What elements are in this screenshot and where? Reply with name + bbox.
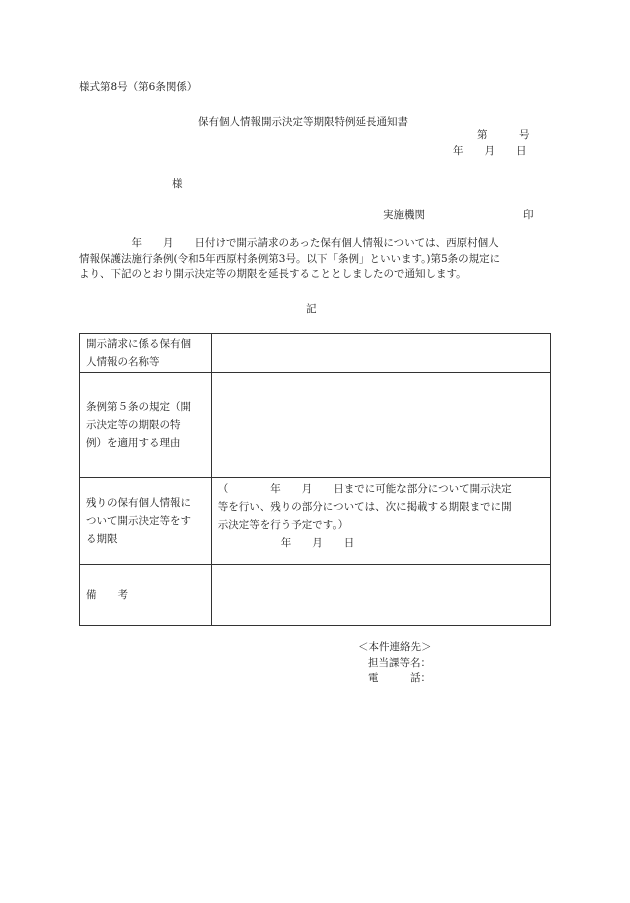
row-value-remarks — [211, 565, 550, 626]
document-number: 第 号 — [477, 129, 530, 141]
row-label-name — [80, 334, 212, 373]
value-line: 年 月 日 — [217, 537, 355, 549]
addressee: 様 — [172, 178, 183, 190]
label-line: 残りの保有個人情報に — [86, 497, 191, 509]
sender-label: 実施機関 — [383, 209, 425, 221]
label-line: 開示請求に係る保有個 — [86, 338, 191, 350]
row-value-deadline — [211, 478, 550, 565]
document-title: 保有個人情報開示決定等期限特例延長通知書 — [198, 116, 408, 128]
value-line: （ 年 月 日までに可能な部分について開示決定 — [217, 483, 512, 495]
row-label-deadline — [80, 478, 212, 565]
row-label-reason — [80, 373, 212, 478]
table-row — [80, 565, 551, 626]
document-date: 年 月 日 — [453, 145, 527, 157]
table-row — [80, 373, 551, 478]
contact-heading: ＜本件連絡先＞ — [358, 641, 432, 653]
form-number: 様式第8号（第6条関係） — [79, 81, 198, 93]
label-line: 例）を適用する理由 — [86, 437, 181, 449]
label-line: 備 考 — [86, 589, 128, 601]
table-row — [80, 478, 551, 565]
notice-table — [79, 333, 551, 626]
label-line: 示決定等の期限の特 — [86, 419, 181, 431]
table-row — [80, 334, 551, 373]
label-line: 人情報の名称等 — [86, 356, 160, 368]
notice-body — [79, 236, 549, 283]
value-line: 等を行い、残りの部分については、次に掲載する期限までに開 — [217, 501, 512, 513]
label-line: る期限 — [86, 533, 118, 545]
row-label-remarks — [80, 565, 212, 626]
body-line: 情報保護法施行条例(令和5年西原村条例第3号。以下「条例」といいます。)第5条の規定に — [79, 252, 501, 265]
value-line: 示決定等を行う予定です。） — [217, 519, 349, 531]
row-value-reason — [211, 373, 550, 478]
contact-department: 担当課等名： — [368, 656, 431, 669]
body-line: より、下記のとおり開示決定等の期限を延長することとしましたので通知します。 — [79, 268, 467, 280]
ki-heading: 記 — [306, 303, 317, 315]
contact-block — [358, 640, 432, 687]
row-value-name — [211, 334, 550, 373]
label-line: 条例第５条の規定（開 — [86, 401, 191, 413]
label-line: ついて開示決定等をす — [86, 515, 191, 527]
contact-phone: 電 話： — [368, 672, 431, 684]
seal-mark: 印 — [523, 209, 534, 221]
body-line: 年 月 日付けで開示請求のあった保有個人情報については、西原村個人 — [79, 237, 499, 249]
